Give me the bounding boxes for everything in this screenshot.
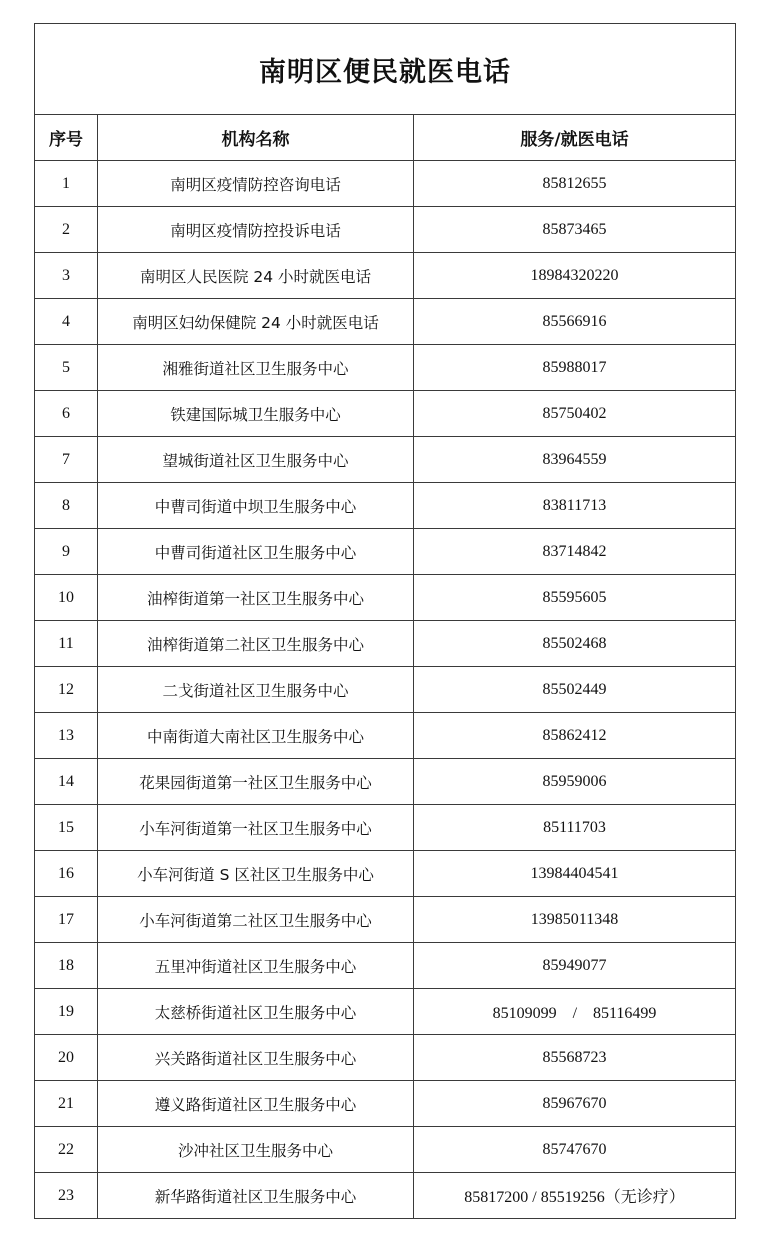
table-row [35, 1081, 736, 1127]
phone-number-cell: 85959006 [414, 759, 736, 805]
column-header-name: 机构名称 [98, 115, 414, 161]
row-index-cell: 10 [35, 575, 98, 621]
table-row [35, 483, 736, 529]
row-index-cell: 20 [35, 1035, 98, 1081]
row-index-cell: 16 [35, 851, 98, 897]
table-row [35, 851, 736, 897]
row-index-cell: 14 [35, 759, 98, 805]
table-row [35, 667, 736, 713]
table-row [35, 391, 736, 437]
row-index-cell: 17 [35, 897, 98, 943]
row-index-cell: 6 [35, 391, 98, 437]
phone-number-cell: 85967670 [414, 1081, 736, 1127]
row-index-cell: 9 [35, 529, 98, 575]
row-index-cell: 8 [35, 483, 98, 529]
table-row [35, 759, 736, 805]
row-index-cell: 18 [35, 943, 98, 989]
institution-name-cell: 南明区妇幼保健院 24 小时就医电话 [98, 299, 414, 345]
institution-name-cell: 新华路街道社区卫生服务中心 [98, 1173, 414, 1219]
row-index-cell: 23 [35, 1173, 98, 1219]
phone-number-cell: 85750402 [414, 391, 736, 437]
row-index-cell: 12 [35, 667, 98, 713]
institution-name-cell: 铁建国际城卫生服务中心 [98, 391, 414, 437]
table-body [35, 24, 736, 1219]
row-index-cell: 15 [35, 805, 98, 851]
table-row [35, 897, 736, 943]
institution-name-cell: 小车河街道第一社区卫生服务中心 [98, 805, 414, 851]
phone-number-cell: 85595605 [414, 575, 736, 621]
phone-number-cell: 85812655 [414, 161, 736, 207]
institution-name-cell: 油榨街道第二社区卫生服务中心 [98, 621, 414, 667]
institution-name-cell: 中曹司街道社区卫生服务中心 [98, 529, 414, 575]
institution-name-cell: 湘雅街道社区卫生服务中心 [98, 345, 414, 391]
phone-number-cell: 85109099 / 85116499 [414, 989, 736, 1035]
header-row [35, 115, 736, 161]
row-index-cell: 7 [35, 437, 98, 483]
table-row [35, 345, 736, 391]
institution-name-cell: 南明区疫情防控咨询电话 [98, 161, 414, 207]
table-row [35, 1173, 736, 1219]
page-title: 南明区便民就医电话 [35, 24, 736, 115]
column-header-index: 序号 [35, 115, 98, 161]
institution-name-cell: 太慈桥街道社区卫生服务中心 [98, 989, 414, 1035]
institution-name-cell: 油榨街道第一社区卫生服务中心 [98, 575, 414, 621]
row-index-cell: 1 [35, 161, 98, 207]
row-index-cell: 11 [35, 621, 98, 667]
phone-number-cell: 85747670 [414, 1127, 736, 1173]
institution-name-cell: 中曹司街道中坝卫生服务中心 [98, 483, 414, 529]
phone-number-cell: 85502468 [414, 621, 736, 667]
table-row [35, 621, 736, 667]
table-row [35, 575, 736, 621]
row-index-cell: 3 [35, 253, 98, 299]
phone-number-cell: 85111703 [414, 805, 736, 851]
phone-number-cell: 85502449 [414, 667, 736, 713]
phone-number-cell: 85817200 / 85519256（无诊疗） [414, 1173, 736, 1219]
row-index-cell: 13 [35, 713, 98, 759]
table-row [35, 805, 736, 851]
title-row [35, 24, 736, 115]
phone-number-cell: 83714842 [414, 529, 736, 575]
row-index-cell: 21 [35, 1081, 98, 1127]
table-row [35, 299, 736, 345]
phone-number-cell: 85568723 [414, 1035, 736, 1081]
table-row [35, 207, 736, 253]
phone-number-cell: 13985011348 [414, 897, 736, 943]
row-index-cell: 22 [35, 1127, 98, 1173]
column-header-phone: 服务/就医电话 [414, 115, 736, 161]
institution-name-cell: 五里冲街道社区卫生服务中心 [98, 943, 414, 989]
row-index-cell: 19 [35, 989, 98, 1035]
phone-number-cell: 83964559 [414, 437, 736, 483]
institution-name-cell: 小车河街道 S 区社区卫生服务中心 [98, 851, 414, 897]
table-row [35, 713, 736, 759]
phone-number-cell: 85566916 [414, 299, 736, 345]
table-row [35, 161, 736, 207]
phone-number-cell: 85988017 [414, 345, 736, 391]
phone-number-cell: 85873465 [414, 207, 736, 253]
row-index-cell: 2 [35, 207, 98, 253]
institution-name-cell: 南明区疫情防控投诉电话 [98, 207, 414, 253]
table-row [35, 1127, 736, 1173]
table-row [35, 253, 736, 299]
table-row [35, 437, 736, 483]
table-row [35, 943, 736, 989]
institution-name-cell: 二戈街道社区卫生服务中心 [98, 667, 414, 713]
institution-name-cell: 遵义路街道社区卫生服务中心 [98, 1081, 414, 1127]
institution-name-cell: 花果园街道第一社区卫生服务中心 [98, 759, 414, 805]
institution-name-cell: 中南街道大南社区卫生服务中心 [98, 713, 414, 759]
phone-number-cell: 85862412 [414, 713, 736, 759]
phone-number-cell: 18984320220 [414, 253, 736, 299]
table-row [35, 989, 736, 1035]
phone-number-cell: 83811713 [414, 483, 736, 529]
table-row [35, 1035, 736, 1081]
institution-name-cell: 沙冲社区卫生服务中心 [98, 1127, 414, 1173]
phone-directory-table [34, 23, 736, 1219]
row-index-cell: 5 [35, 345, 98, 391]
phone-number-cell: 85949077 [414, 943, 736, 989]
institution-name-cell: 望城街道社区卫生服务中心 [98, 437, 414, 483]
institution-name-cell: 小车河街道第二社区卫生服务中心 [98, 897, 414, 943]
table-row [35, 529, 736, 575]
institution-name-cell: 南明区人民医院 24 小时就医电话 [98, 253, 414, 299]
row-index-cell: 4 [35, 299, 98, 345]
institution-name-cell: 兴关路街道社区卫生服务中心 [98, 1035, 414, 1081]
phone-number-cell: 13984404541 [414, 851, 736, 897]
